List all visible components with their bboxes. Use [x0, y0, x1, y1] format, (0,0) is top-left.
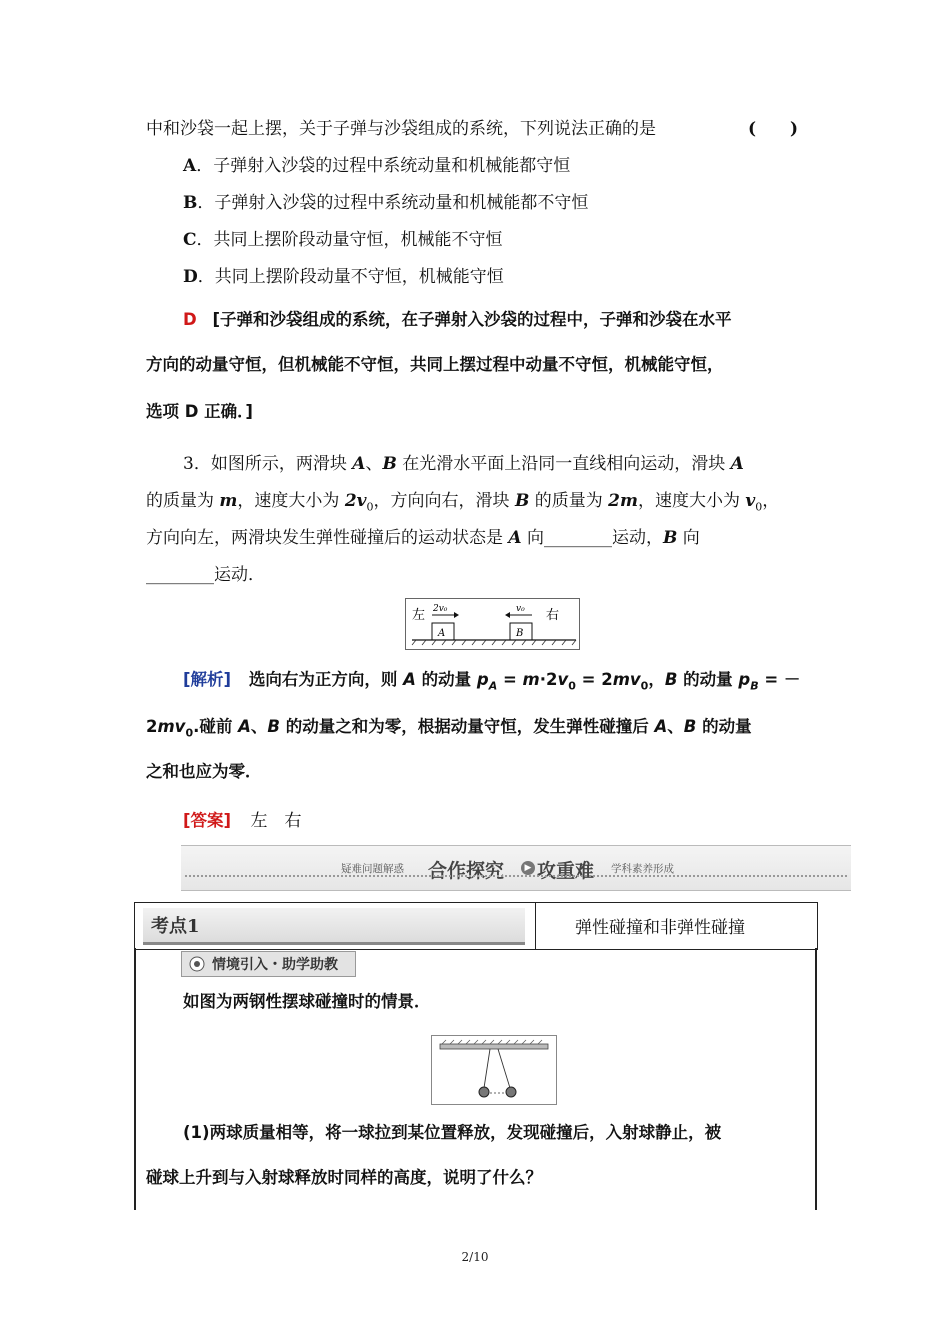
intro-text: 如图为两钢性摆球碰撞时的情景． — [183, 992, 431, 1011]
analysis-line1: [解析] 选向右为正方向，则 A 的动量 $p_A = m\cdot 2v_0 = 2mv_0$，B 的动量 $p_B$ = － — [183, 670, 801, 693]
pendulum-diagram — [432, 1036, 556, 1104]
section-banner: 疑难问题解惑 合作探究 ▶ 攻重难 学科素养形成 — [181, 845, 851, 891]
q3-line1: 3．如图所示，两滑块 A、B 在光滑水平面上沿同一直线相向运动，滑块 A — [183, 454, 744, 474]
tag-icon — [186, 954, 208, 974]
answer-letter: D — [183, 310, 197, 329]
sliders-figure — [405, 598, 580, 650]
option-a: A．子弹射入沙袋的过程中系统动量和机械能都守恒 — [183, 156, 571, 176]
velocity-label-a: 2v₀ — [433, 604, 448, 614]
answer-tag: [答案] — [183, 811, 232, 830]
q3-line2: 的质量为 m，速度大小为 $2v_0$，方向向右，滑块 B 的质量为 2m，速度大小为 $v_0$， — [146, 491, 780, 514]
page-number: 2/10 — [461, 1250, 489, 1264]
ball-right — [506, 1087, 516, 1097]
q3-line4: ________运动． — [146, 565, 265, 585]
question1-line2: 碰球上升到与入射球释放时同样的高度，说明了什么？ — [146, 1168, 542, 1187]
label-right: 右 — [546, 608, 560, 623]
analysis-line3: 之和也应为零． — [146, 762, 262, 781]
velocity-label-b: v₀ — [516, 604, 525, 614]
analysis-tag: [解析] — [183, 670, 232, 689]
kaodian-title: 弹性碰撞和非弹性碰撞 — [575, 918, 745, 938]
pendulum-figure — [431, 1035, 557, 1105]
answer-explanation-line2: 方向的动量守恒，但机械能不守恒，共同上摆过程中动量不守恒，机械能守恒， — [146, 355, 724, 374]
option-d: D．共同上摆阶段动量不守恒，机械能守恒 — [183, 267, 504, 287]
kaodian-header — [134, 902, 818, 950]
svg-text:A: A — [438, 628, 446, 639]
svg-text:B: B — [516, 628, 524, 639]
answer-explanation-line3: 选项 D 正确．] — [146, 402, 253, 421]
arrow-icon: ▶ — [521, 861, 535, 875]
answer-explanation-line1: D [子弹和沙袋组成的系统，在子弹射入沙袋的过程中，子弹和沙袋在水平 — [183, 310, 732, 329]
ball-left — [479, 1087, 489, 1097]
section-tag: 情境引入・助学助教 — [181, 951, 356, 977]
question1-line1: (1)两球质量相等，将一球拉到某位置释放，发现碰撞后，入射球静止，被 — [183, 1123, 722, 1142]
kaodian-label: 考点1 — [151, 916, 200, 937]
answer-blank-paren: ( ) — [748, 119, 799, 139]
option-b: B．子弹射入沙袋的过程中系统动量和机械能都不守恒 — [183, 193, 589, 213]
analysis-line2: $2mv_0$.碰前 A、B 的动量之和为零，根据动量守恒，发生弹性碰撞后 A、B 的动量 — [146, 717, 752, 740]
q3-line3: 方向向左，两滑块发生弹性碰撞后的运动状态是 A 向________运动，B 向 — [146, 528, 700, 548]
sliders-diagram — [406, 599, 579, 649]
question-continuation: 中和沙袋一起上摆，关于子弹与沙袋组成的系统，下列说法正确的是 ( ) — [146, 119, 799, 139]
label-left: 左 — [412, 608, 426, 623]
answer-line: [答案] 左 右 — [183, 811, 302, 831]
option-c: C．共同上摆阶段动量守恒，机械能不守恒 — [183, 230, 503, 250]
